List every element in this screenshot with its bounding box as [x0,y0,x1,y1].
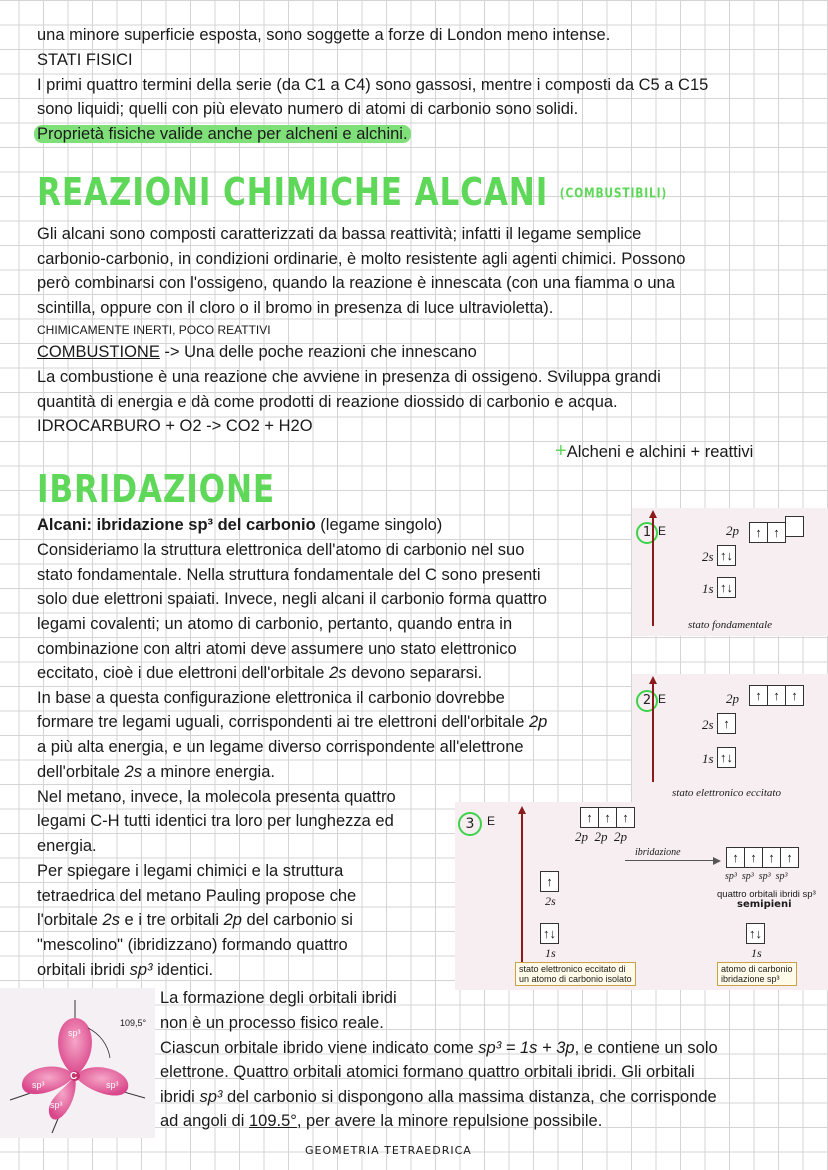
seg-italic: 2s [124,763,142,781]
orbital-box: ↑ [744,847,763,868]
combustione-word: COMBUSTIONE [37,343,160,361]
reazioni-title-text: REAZIONI CHIMICHE ALCANI [37,170,549,214]
orbital-box: ↑ [540,871,559,892]
text-line: a più alta energia, e un legame diverso corrispondente all'elettrone [37,738,524,756]
stati-fisici-heading: STATI FISICI [37,51,133,69]
combustione-rest: -> Una delle poche reazioni che innescano [159,343,477,361]
text-line [160,1037,718,1059]
side-note [555,440,753,463]
orbital-boxes-2p [750,684,804,706]
text-line [37,662,482,684]
seg-italic: 2s [102,911,120,929]
sp3-caption: quattro orbitali ibridi sp³ [717,889,816,900]
orbital-box: ↑ [616,807,635,828]
subhead-rest: (legame singolo) [315,516,443,534]
orbital-label-2p: 2p [726,691,739,706]
text-line: stato fondamentale. Nella struttura fondamentale del C sono presenti [37,566,541,584]
seg-italic: sp³ = 1s + 3p [478,1039,575,1057]
seg: dell'orbitale [37,763,125,781]
text-line: In base a questa configurazione elettronica il carbonio dovrebbe [37,689,505,707]
orbital-label-1s: 1s [702,751,714,766]
ibridazione-subheading [37,514,442,536]
lobe-label: sp³ [106,1080,119,1090]
orbital-box-2s [541,870,559,892]
orbital-box-2s [718,544,736,566]
seg: ibridi [160,1088,200,1106]
highlighted-note [37,123,411,145]
orbital-box: ↑ [762,847,781,868]
text-line: La combustione è una reazione che avviene in presenza di ossigeno. Sviluppa grandi [37,368,661,386]
orbital-box-1s-right [747,922,765,944]
text-line: Nel metano, invece, la molecola presenta quattro [37,788,396,806]
seg-italic: 2s [329,664,347,682]
orbital-label-2s: 2s [545,894,556,908]
lobe-label: sp³ [32,1080,45,1090]
orbital-box: ↑ [749,685,768,706]
sp3-labels: sp³ sp³ sp³ sp³ [725,871,788,882]
text-line [160,1086,717,1108]
reazioni-subtitle: (COMBUSTIBILI) [559,186,668,202]
seg-italic: 2p [223,911,242,929]
reazioni-title [37,168,667,219]
text-line: carbonio-carbonio, in condizioni ordinarie, è molto resistente agli agenti chimici. Possono [37,250,686,268]
seg: formare tre legami uguali, corrispondenti ai tre elettroni dell'orbitale [37,713,529,731]
orbital-box: ↑ [598,807,617,828]
seg: l'orbitale [37,911,103,929]
orbital-box: ↑ [749,522,768,543]
text-line: elettrone. Quattro orbitali atomici formano quattro orbitali ibridi. Gli orbitali [160,1063,695,1081]
text-line: solo due elettroni spaiati. Invece, negli alcani il carbonio forma quattro [37,590,547,608]
lobe-label: sp³ [68,1028,81,1038]
step-number: 3 [458,812,482,836]
orbital-box: ↑ [717,713,736,734]
text-line: non è un processo fisico reale. [160,1014,384,1032]
text-line: La formazione degli orbitali ibridi [160,989,397,1007]
seg-italic: sp³ [199,1088,223,1106]
seg-italic: 2p [528,713,548,731]
text-line: tetraedrica del metano Pauling propose che [37,887,357,905]
text-line: legami C-H tutti identici tra loro per lunghezza ed [37,812,394,830]
seg: eccitato, cioè i due elettroni dell'orbitale [37,664,330,682]
text-line: "mescolino" (ibridizzano) formando quattro [37,936,348,954]
orbital-label-2p: 2p [726,523,739,538]
plus-icon: + [555,440,567,462]
ibridazione-title: IBRIDAZIONE [37,467,275,511]
seg: del carbonio si dispongono alla massima distanza, che corrisponde [222,1088,717,1106]
energy-axis [652,682,654,782]
text-line: però combinarsi con l'ossigeno, quando la reazione è innescata (con una fiamma o una [37,274,675,292]
caption-line: stato elettronico eccitato di [519,964,626,974]
text-line: legami covalenti; un atomo di carbonio, pertanto, quando entra in [37,615,513,633]
orbital-label-2s: 2s [702,717,714,732]
orbital-box: ↑↓ [540,923,559,944]
seg: Ciascun orbitale ibrido viene indicato come [160,1039,479,1057]
text-line [37,959,213,981]
caption-line: ibridazione sp³ [721,974,780,984]
text-line: sono liquidi; quelli con più elevato numero di atomi di carbonio sono solidi. [37,100,579,118]
orbital-boxes-sp3 [727,846,799,868]
seg: ad angoli di [160,1112,249,1130]
caption-box-right [717,962,797,986]
step-number: 2 [636,690,658,712]
bond-angle-label: 109,5° [120,1018,147,1028]
diagram-caption: stato elettronico eccitato [672,787,781,799]
subhead-bold: Alcani: ibridazione sp³ del carbonio [37,516,316,534]
energy-axis [652,516,654,626]
equation: IDROCARBURO + O2 -> CO2 + H2O [37,417,313,435]
arrow-head-icon [713,857,721,865]
orbital-box-1s [718,576,736,598]
orbital-box: ↑ [767,522,786,543]
small-note: CHIMICAMENTE INERTI, POCO REATTIVI [37,323,271,337]
orbital-label-1s: 1s [702,581,714,596]
energy-axis [521,812,523,984]
carbon-label: C [70,1071,78,1082]
orbital-box: ↑↓ [746,923,765,944]
orbital-boxes-2p [750,516,804,543]
text-line: Per spiegare i legami chimici e la struttura [37,862,344,880]
orbital-diagram-3 [455,802,828,990]
seg: , per avere la minore repulsione possibile. [296,1112,603,1130]
orbital-box-1s [541,922,559,944]
seg: e i tre orbitali [119,911,224,929]
seg-italic: sp³ [129,961,153,979]
orbital-box: ↑ [726,847,745,868]
orbital-labels-2p: 2p 2p 2p [575,829,627,844]
text-line [37,711,547,733]
caption-line: un atomo di carbonio isolato [519,974,632,984]
side-note-text: Alcheni e alchini + reattivi [566,443,754,461]
orbital-box [785,516,804,537]
text-line: I primi quattro termini della serie (da C1 a C4) sono gassosi, mentre i composti da C5 a C15 [37,76,709,94]
text-line [37,761,275,783]
energy-label: E [658,524,667,538]
seg: del carbonio si [241,911,353,929]
orbital-label-1s-right: 1s [751,946,762,960]
text-line [37,909,353,931]
energy-label: E [487,814,496,828]
seg: orbitali ibridi [37,961,130,979]
step-number: 1 [636,522,658,544]
geometria-note: GEOMETRIA TETRAEDRICA [305,1144,472,1157]
hybridization-label: ibridazione [635,847,681,858]
orbital-box: ↑ [767,685,786,706]
orbital-box: ↑↓ [717,577,736,598]
combustione-line [37,341,477,363]
orbital-box: ↑ [785,685,804,706]
orbital-diagram-2 [632,674,828,802]
orbital-box: ↑↓ [717,747,736,768]
caption-box-left [515,962,636,986]
text-line: Consideriamo la struttura elettronica dell'atomo di carbonio nel suo [37,541,525,559]
tetrahedral-diagram [0,988,155,1138]
orbital-label-1s: 1s [545,946,556,960]
text-line: scintilla, oppure con il cloro o il bromo in presenza di luce ultravioletta). [37,299,554,317]
orbital-box: ↑ [580,807,599,828]
semipieni-note: semipieni [737,899,792,910]
bond-angle-text: 109.5° [249,1112,297,1130]
seg: , e contiene un solo [574,1039,718,1057]
orbital-box: ↑ [780,847,799,868]
orbital-label-2s: 2s [702,549,714,564]
caption-line: atomo di carbonio [721,964,793,974]
diagram-caption: stato fondamentale [688,619,773,631]
seg: a minore energia. [141,763,275,781]
orbital-box-1s [718,746,736,768]
lobe-label: sp³ [50,1100,63,1110]
orbital-boxes-2p [581,806,635,828]
highlight-text: Proprietà fisiche valide anche per alcheni e alchini. [34,125,411,143]
text-line: energia. [37,837,97,855]
sp3-lobes-graphic [0,988,155,1138]
seg: devono separarsi. [346,664,483,682]
orbital-box: ↑↓ [717,545,736,566]
orbital-diagram-1 [632,508,828,636]
seg: identici. [152,961,214,979]
energy-label: E [658,692,667,706]
orbital-box-2s [718,712,736,734]
hybridization-arrow [625,860,715,861]
text-line: una minore superficie esposta, sono soggette a forze di London meno intense. [37,26,611,44]
text-line: Gli alcani sono composti caratterizzati da bassa reattività; infatti il legame semplice [37,225,642,243]
text-line: combinazione con altri atomi deve assumere uno stato elettronico [37,640,517,658]
text-line: quantità di energia e dà come prodotti di reazione diossido di carbonio e acqua. [37,393,618,411]
text-line [160,1110,602,1132]
